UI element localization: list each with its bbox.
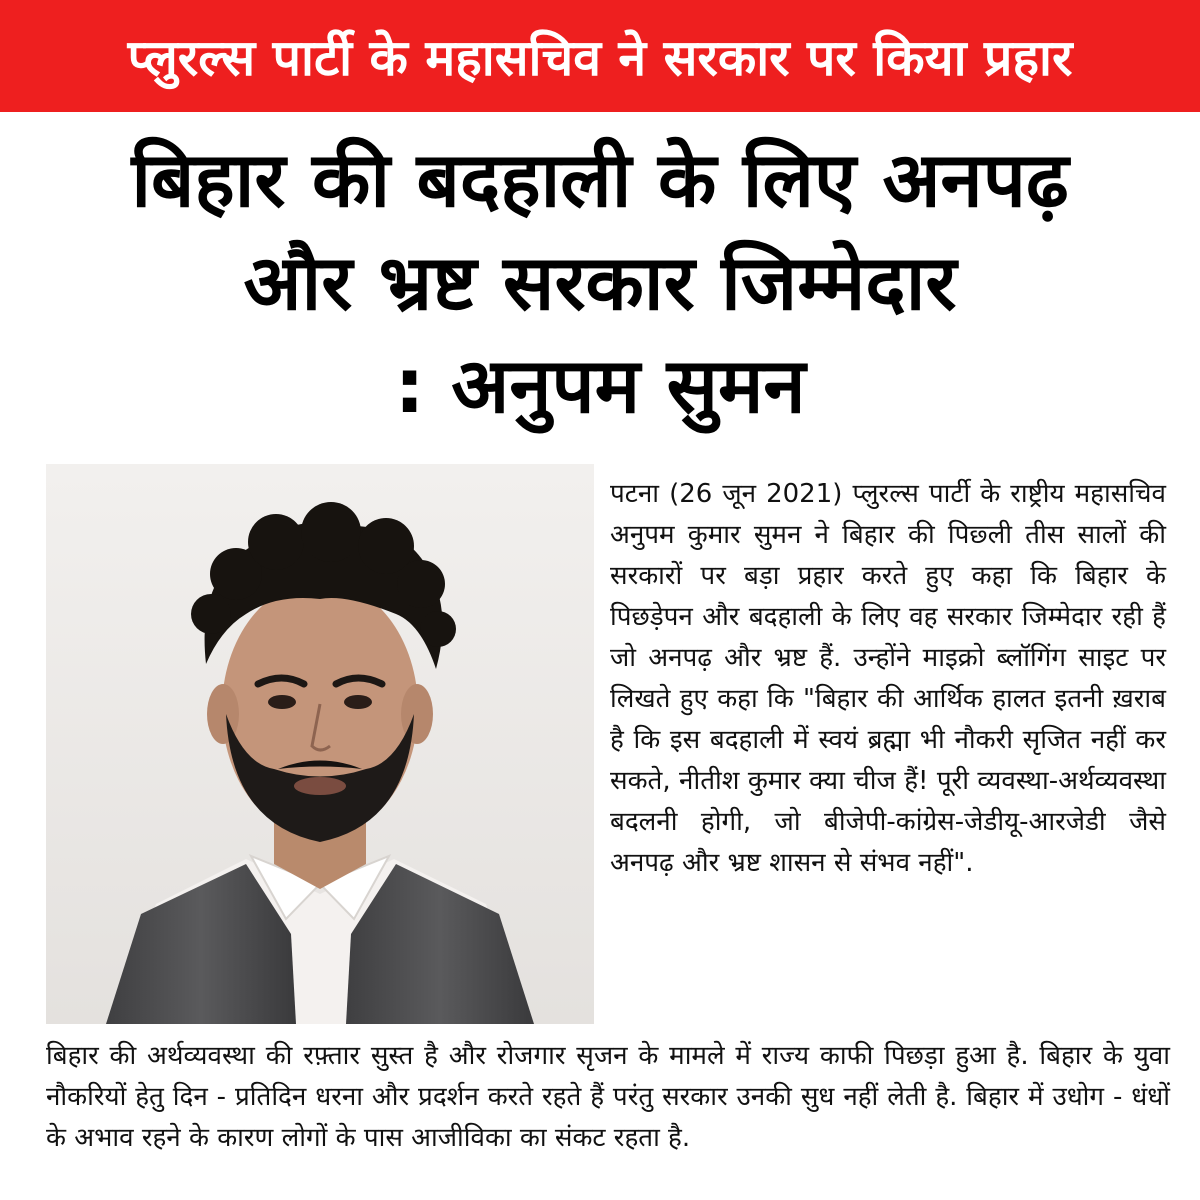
banner-title: प्लुरल्स पार्टी के महासचिव ने सरकार पर किया प्रहार [127,29,1073,87]
headline-line-1: बिहार की बदहाली के लिए अनपढ़ [131,135,1069,224]
article-body: बिहार की अर्थव्यवस्था की रफ़्तार सुस्त है और रोजगार सृजन के मामले में राज्य काफी पिछड़ा हुआ है. बिहार के युवा नौकरियों हेतु दिन - प्रतिदिन धरना और प्रदर्शन करते रहते हैं परंतु सरकार उनकी सुध नहीं लेती है. बिहार में उधोग - धंधों के अभाव रहने के कारण लोगों के पास आजीविका का संकट रहता है. [46,1041,1170,1153]
headline [0,128,1200,437]
portrait-photo [46,464,594,1024]
header-banner [0,0,1200,112]
portrait-illustration [46,464,594,1024]
headline-line-3: : अनुपम सुमन [394,341,806,430]
article-intro: पटना (26 जून 2021) प्लुरल्स पार्टी के राष्ट्रीय महासचिव अनुपम कुमार सुमन ने बिहार की पिछ्ली तीस सालों की सरकारों पर बड़ा प्रहार करते हुए कहा कि बिहार के पिछड़ेपन और बदहाली के लिए वह सरकार जिम्मेदार रही हैं जो अनपढ़ और भ्रष्ट हैं. उन्होंने माइक्रो ब्लॉगिंग साइट पर लिखते हुए कहा कि "बिहार की आर्थिक हालत इतनी ख़राब है कि इस बदहाली में स्वयं ब्रह्मा भी नौकरी सृजित नहीं कर सकते, नीतीश कुमार क्या चीज हैं! पूरी व्यवस्था-अर्थव्यवस्था बदलनी होगी, जो बीजेपी-कांग्रेस-जेडीयू-आरजेडी जैसे अनपढ़ और भ्रष्ट शासन से संभव नहीं". [610,479,1166,878]
headline-line-2: और भ्रष्ट सरकार जिम्मेदार [243,238,957,327]
